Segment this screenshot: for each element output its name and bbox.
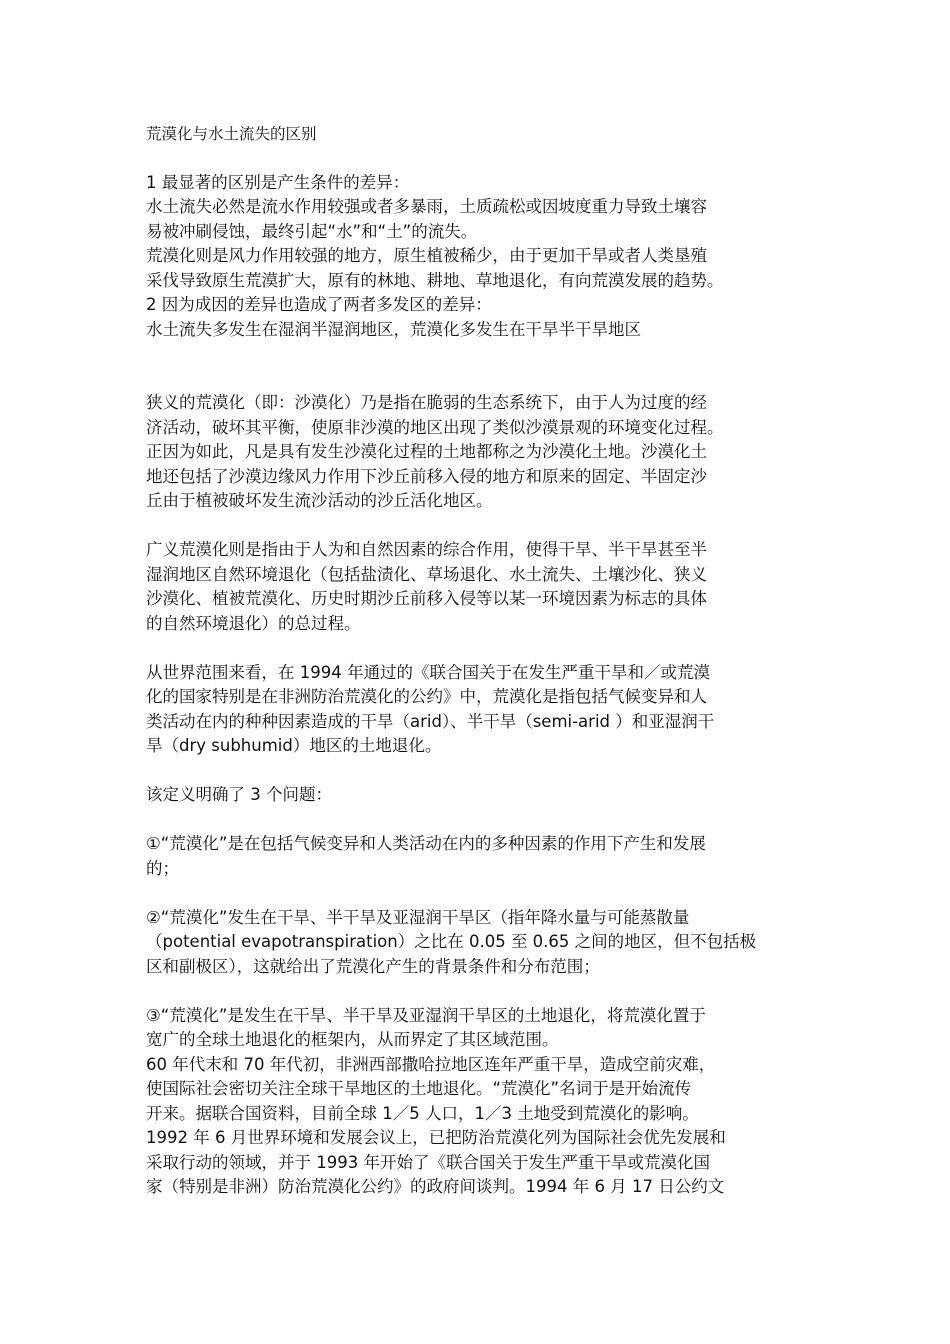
blank-line xyxy=(146,979,811,1004)
text-line: 从世界范围来看，在 1994 年通过的《联合国关于在发生严重干旱和／或荒漠 xyxy=(146,662,710,682)
text-line: 水土流失多发生在湿润半湿润地区，荒漠化多发生在干旱半干旱地区 xyxy=(146,319,641,339)
text-line: 采取行动的领域，并于 1993 年开始了《联合国关于发生严重干旱或荒漠化国 xyxy=(146,1152,710,1172)
text-line: 采伐导致原生荒漠扩大，原有的林地、耕地、草地退化，有向荒漠发展的趋势。 xyxy=(146,270,724,290)
text-line: 宽广的全球土地退化的框架内，从而界定了其区域范围。 xyxy=(146,1030,559,1049)
text-line: 广义荒漠化则是指由于人为和自然因素的综合作用，使得干旱、半干旱甚至半 xyxy=(146,540,707,559)
blank-line xyxy=(146,342,811,367)
text-line: 丘由于植被破坏发生流沙活动的沙丘活化地区。 xyxy=(146,491,493,510)
blank-line xyxy=(146,808,811,833)
text-line: ③“荒漠化”是发生在干旱、半干旱及亚湿润干旱区的土地退化，将荒漠化置于 xyxy=(146,1005,706,1025)
text-line: 地还包括了沙漠边缘风力作用下沙丘前移入侵的地方和原来的固定、半固定沙 xyxy=(146,466,707,486)
text-line: 湿润地区自然环境退化（包括盐渍化、草场退化、水土流失、土壤沙化、狭义 xyxy=(146,564,707,584)
text-line: 60 年代末和 70 年代初，非洲西部撒哈拉地区连年严重干旱，造成空前灾难， xyxy=(146,1054,716,1074)
blank-line xyxy=(146,636,811,661)
text-line: 济活动，破坏其平衡，使原非沙漠的地区出现了类似沙漠景观的环境变化过程。 xyxy=(146,417,724,437)
text-line: 易被冲刷侵蚀，最终引起“水”和“土”的流失。 xyxy=(146,221,478,241)
text-line: 荒漠化则是风力作用较强的地方，原生植被稀少，由于更加干旱或者人类垦殖 xyxy=(146,246,707,265)
text-line: ①“荒漠化”是在包括气候变异和人类活动在内的多种因素的作用下产生和发展 xyxy=(146,834,706,853)
text-line: 狭义的荒漠化（即：沙漠化）乃是指在脆弱的生态系统下，由于人为过度的经 xyxy=(146,393,707,412)
text-line: 沙漠化、植被荒漠化、历史时期沙丘前移入侵等以某一环境因素为标志的具体 xyxy=(146,589,707,608)
text-line: 正因为如此，凡是具有发生沙漠化过程的土地都称之为沙漠化土地。沙漠化土 xyxy=(146,442,707,461)
text-line: 的； xyxy=(146,858,179,878)
text-line: 2 因为成因的差异也造成了两者多发区的差异： xyxy=(146,295,492,314)
blank-line xyxy=(146,367,811,392)
text-line: （potential evapotranspiration）之比在 0.05 至 0.65 之间的地区，但不包括极 xyxy=(146,932,757,951)
document-title: 荒漠化与水土流失的区别 xyxy=(146,125,317,143)
text-line: 开来。据联合国资料，目前全球 1／5 人口，1／3 土地受到荒漠化的影响。 xyxy=(146,1103,699,1123)
text-line: 化的国家特别是在非洲防治荒漠化的公约》中，荒漠化是指包括气候变异和人 xyxy=(146,687,707,706)
document-body xyxy=(146,122,811,1200)
text-line: 区和副极区），这就给出了荒漠化产生的背景条件和分布范围； xyxy=(146,956,600,976)
text-line: 水土流失必然是流水作用较强或者多暴雨，土质疏松或因坡度重力导致土壤容 xyxy=(146,197,707,216)
blank-line xyxy=(146,759,811,784)
text-line: 1992 年 6 月世界环境和发展会议上，已把防治荒漠化列为国际社会优先发展和 xyxy=(146,1128,726,1147)
text-line: 1 最显著的区别是产生条件的差异： xyxy=(146,172,410,192)
text-line: 家（特别是非洲）防治荒漠化公约》的政府间谈判。1994 年 6 月 17 日公约文 xyxy=(146,1177,725,1196)
text-line: 的自然环境退化）的总过程。 xyxy=(146,613,361,633)
text-line: 该定义明确了 3 个问题： xyxy=(146,785,332,804)
text-line: 类活动在内的种种因素造成的干旱（arid）、半干旱（semi-arid ）和亚湿润干 xyxy=(146,711,715,731)
text-line: 使国际社会密切关注全球干旱地区的土地退化。“荒漠化”名词于是开始流传 xyxy=(146,1079,692,1098)
text-line: 旱（dry subhumid）地区的土地退化。 xyxy=(146,736,442,755)
blank-line xyxy=(146,881,811,906)
text-line: ②“荒漠化”发生在干旱、半干旱及亚湿润干旱区（指年降水量与可能蒸散量 xyxy=(146,907,690,927)
blank-line xyxy=(146,514,811,539)
